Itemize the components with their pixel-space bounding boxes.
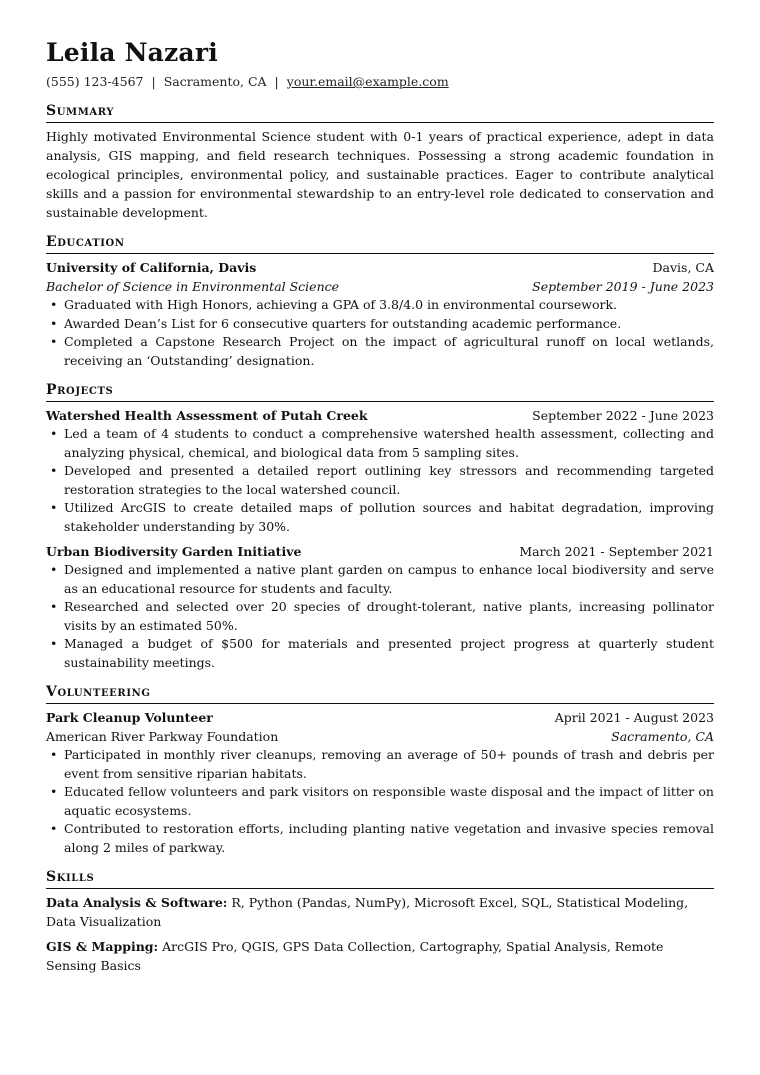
volunteer-dates: April 2021 - August 2023 — [554, 710, 714, 725]
education-dates: September 2019 - June 2023 — [532, 279, 714, 294]
volunteer-entry — [46, 708, 714, 857]
education-heading-row — [46, 258, 714, 277]
bullet-item: • Led a team of 4 students to conduct a comprehensive watershed health assessment, collecting and analyzing physical, chemical, and biological data from 5 sampling sites. — [64, 425, 714, 462]
project-name: Urban Biodiversity Garden Initiative — [46, 544, 302, 559]
degree-name: Bachelor of Science in Environmental Science — [46, 279, 340, 294]
section-title-volunteering: Volunteering — [46, 682, 714, 704]
volunteer-bullets — [46, 746, 714, 857]
bullet-item: • Graduated with High Honors, achieving a GPA of 3.8/4.0 in environmental coursework. — [64, 296, 714, 315]
projects-section — [46, 380, 714, 672]
skill-category: GIS & Mapping: — [46, 939, 159, 954]
bullet-item: • Awarded Dean’s List for 6 consecutive quarters for outstanding academic performance. — [64, 315, 714, 334]
phone-number: (555) 123-4567 — [46, 74, 144, 89]
section-title-projects: Projects — [46, 380, 714, 402]
project-heading-row — [46, 542, 714, 561]
project-dates: March 2021 - September 2021 — [519, 544, 714, 559]
education-entry — [46, 258, 714, 370]
education-degree-row — [46, 277, 714, 296]
resume-header — [46, 36, 714, 91]
school-name: University of California, Davis — [46, 260, 257, 275]
bullet-item: • Contributed to restoration efforts, including planting native vegetation and invasive species removal along 2 miles of parkway. — [64, 820, 714, 857]
email-link[interactable]: your.email@example.com — [286, 74, 449, 89]
skill-line — [46, 893, 714, 931]
project-dates: September 2022 - June 2023 — [532, 408, 714, 423]
volunteer-org-row — [46, 727, 714, 746]
bullet-item: • Developed and presented a detailed report outlining key stressors and recommending targeted restoration strategies to the local watershed council. — [64, 462, 714, 499]
volunteer-role: Park Cleanup Volunteer — [46, 710, 213, 725]
project-heading-row — [46, 406, 714, 425]
skill-category: Data Analysis & Software: — [46, 895, 228, 910]
education-section — [46, 232, 714, 370]
project-entry — [46, 542, 714, 672]
bullet-item: • Researched and selected over 20 species of drought-tolerant, native plants, increasing pollinator visits by an estimated 50%. — [64, 598, 714, 635]
section-title-education: Education — [46, 232, 714, 254]
school-location: Davis, CA — [652, 260, 714, 275]
skill-line — [46, 937, 714, 975]
skill-list: R, Python (Pandas, NumPy), Microsoft Excel, SQL, Statistical Modeling, Data Visualization — [46, 895, 689, 929]
section-title-summary: Summary — [46, 101, 714, 123]
summary-text: Highly motivated Environmental Science student with 0-1 years of practical experience, adept in data analysis, GIS mapping, and field research techniques. Possessing a strong academic foundation in ecological principles, environmental policy, and sustainable practices. Eager to contribute analytical skills and a passion for environmental stewardship to an entry-level role dedicated to conservation and sustainable development. — [46, 129, 714, 220]
skills-section — [46, 867, 714, 975]
contact-line — [46, 73, 714, 91]
bullet-item: • Completed a Capstone Research Project on the impact of agricultural runoff on local wetlands, receiving an ‘Outstanding’ designation. — [64, 333, 714, 370]
volunteering-section — [46, 682, 714, 857]
bullet-item: • Managed a budget of $500 for materials and presented project progress at quarterly student sustainability meetings. — [64, 635, 714, 672]
project-entry — [46, 406, 714, 536]
location: Sacramento, CA — [163, 74, 267, 89]
bullet-item: • Educated fellow volunteers and park visitors on responsible waste disposal and the impact of litter on aquatic ecosystems. — [64, 783, 714, 820]
project-name: Watershed Health Assessment of Putah Creek — [46, 408, 368, 423]
volunteer-organization: American River Parkway Foundation — [46, 729, 279, 744]
section-title-skills: Skills — [46, 867, 714, 889]
project-bullets — [46, 561, 714, 672]
education-bullets — [46, 296, 714, 370]
bullet-item: • Designed and implemented a native plant garden on campus to enhance local biodiversity and serve as an educational resource for students and faculty. — [64, 561, 714, 598]
skill-list: ArcGIS Pro, QGIS, GPS Data Collection, Cartography, Spatial Analysis, Remote Sensing Basics — [46, 939, 664, 973]
bullet-item: • Utilized ArcGIS to create detailed maps of pollution sources and habitat degradation, improving stakeholder understanding by 30%. — [64, 499, 714, 536]
summary-section — [46, 101, 714, 222]
volunteer-location: Sacramento, CA — [611, 729, 714, 744]
volunteer-heading-row — [46, 708, 714, 727]
project-bullets — [46, 425, 714, 536]
contact-separator: | — [151, 74, 156, 89]
candidate-name: Leila Nazari — [46, 38, 218, 67]
bullet-item: • Participated in monthly river cleanups, removing an average of 50+ pounds of trash and debris per event from sensitive riparian habitats. — [64, 746, 714, 783]
contact-separator: | — [274, 74, 279, 89]
